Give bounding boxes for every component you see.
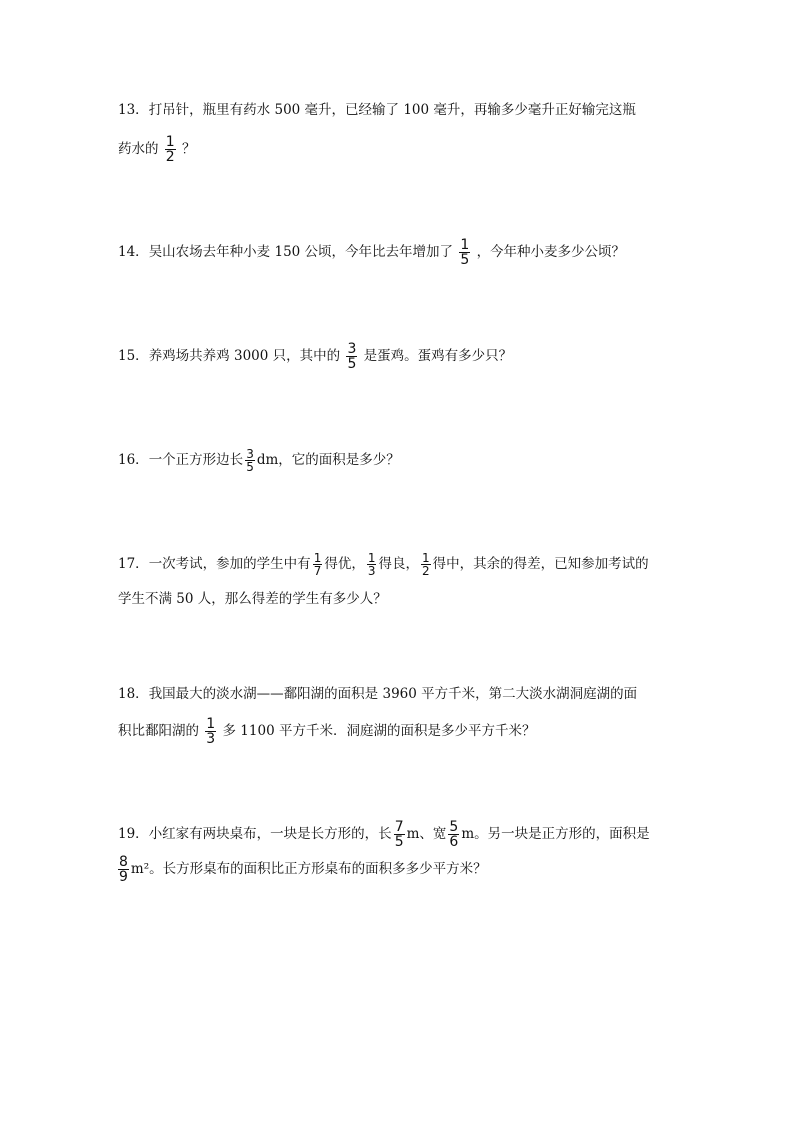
fraction: $\frac{5}{6}$ [449,819,459,850]
fraction: $\frac{1}{5}$ [460,237,470,268]
question-13-line-2 [118,135,678,164]
question-text: 是蛋鸡。蛋鸡有多少只？ [363,348,513,364]
fraction: $\frac{8}{9}$ [119,854,128,885]
question-17-line-1 [118,552,678,577]
fraction: $\frac{3}{5}$ [347,341,357,372]
fraction: $\frac{7}{5}$ [394,819,404,850]
question-18 [118,684,678,746]
question-text: 我国最大的淡水湖——鄱阳湖的面积是 3960 平方千米，第二大淡水湖洞庭湖的面 [148,686,638,702]
question-text: 养鸡场共养鸡 3000 只，其中的 [148,348,341,364]
question-14-line-1 [118,238,678,267]
question-19-line-2 [118,855,678,884]
question-number: 13． [118,102,149,118]
question-text: 药水的 [118,141,159,157]
question-17-line-2 [118,589,678,610]
question-text: dm，它的面积是多少？ [256,452,400,468]
question-15 [118,342,678,371]
question-number: 15． [118,348,149,364]
question-text: 多 1100 平方千米．洞庭湖的面积是多少平方千米？ [222,723,536,739]
question-19 [118,820,678,884]
fraction: $\frac{1}{2}$ [165,134,175,165]
question-number: 19． [118,826,149,842]
question-text: m、宽 [406,826,447,842]
question-14 [118,238,678,267]
question-text: 积比鄱阳湖的 [118,723,199,739]
fraction: $\frac{1}{3}$ [206,716,216,747]
question-text: 得中，其余的得差，已知参加考试的 [432,556,649,572]
question-text: 得良， [378,556,419,572]
question-text: 吴山农场去年种小麦 150 公顷，今年比去年增加了 [148,244,454,260]
fraction: $\frac{1}{2}$ [421,551,430,578]
question-text: ？ [182,141,196,157]
question-text: 得优， [324,556,365,572]
question-18-line-1 [118,684,678,705]
question-text: m。另一块是正方形的，面积是 [461,826,650,842]
fraction: $\frac{3}{5}$ [246,447,254,474]
question-text: 打吊针，瓶里有药水 500 毫升，已经输了 100 毫升，再输多少毫升正好输完这瓶 [148,102,636,118]
question-text: 一次考试，参加的学生中有 [148,556,311,572]
question-16 [118,448,678,473]
fraction: $\frac{1}{3}$ [367,551,376,578]
question-13-line-1 [118,100,678,121]
question-16-line-1 [118,448,678,473]
question-15-line-1 [118,342,678,371]
question-number: 14． [118,244,149,260]
question-text: m²。长方形桌布的面积比正方形桌布的面积多多少平方米？ [130,861,487,877]
question-number: 16． [118,452,149,468]
question-text: 小红家有两块桌布，一块是长方形的，长 [148,826,392,842]
question-19-line-1 [118,820,678,849]
question-text: 学生不满 50 人，那么得差的学生有多少人？ [118,591,387,607]
question-text: ，今年种小麦多少公顷？ [476,244,626,260]
question-13 [118,100,678,164]
question-17 [118,552,678,610]
question-number: 18． [118,686,149,702]
fraction: $\frac{1}{7}$ [313,551,322,578]
question-18-line-2 [118,717,678,746]
question-text: 一个正方形边长 [148,452,244,468]
question-number: 17． [118,556,149,572]
